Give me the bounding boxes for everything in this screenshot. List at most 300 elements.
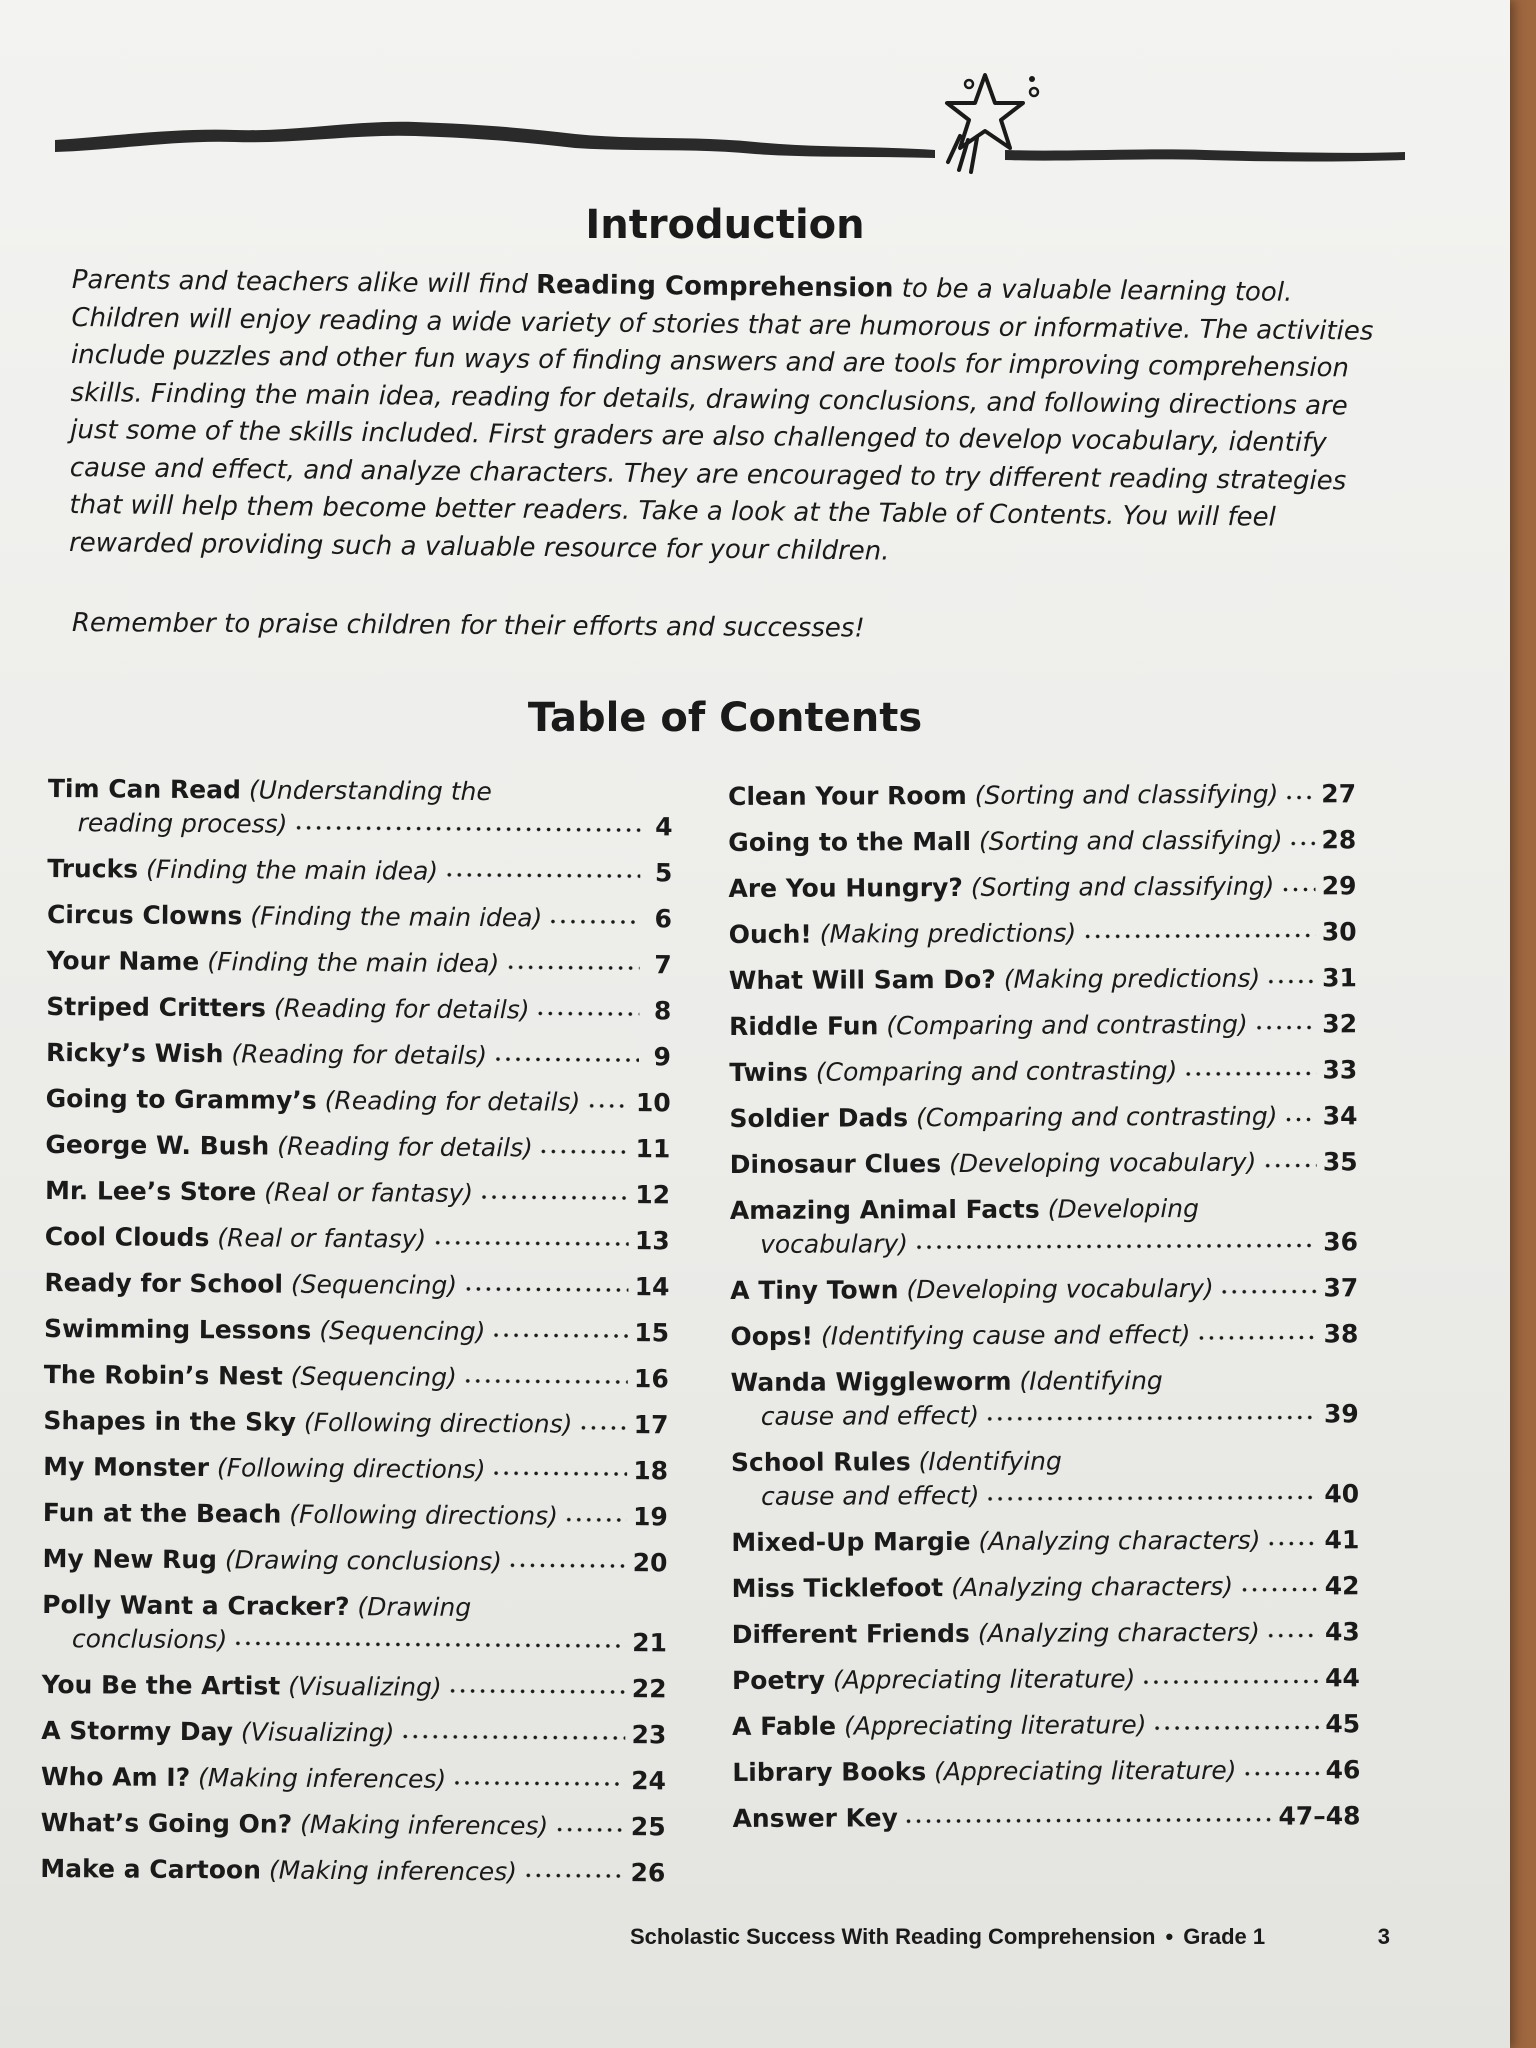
toc-dot-leader — [904, 1800, 1273, 1827]
toc-dot-leader — [1266, 1615, 1319, 1640]
toc-page-number: 30 — [1321, 917, 1357, 947]
toc-dot-leader — [1284, 777, 1315, 802]
toc-dot-leader — [1262, 1145, 1317, 1170]
toc-entry-title: Are You Hungry? — [728, 872, 963, 903]
toc-page-number: 16 — [633, 1364, 669, 1394]
toc-entry-line — [732, 1799, 1360, 1836]
toc-entry-title: Tim Can Read — [47, 773, 242, 805]
toc-entry-title: Miss Ticklefoot — [731, 1573, 944, 1603]
toc-entry-skill: (Following directions) — [303, 1407, 573, 1439]
toc-entry-line — [45, 1220, 670, 1258]
toc-page-number: 13 — [634, 1226, 670, 1256]
toc-entry-skill: (Comparing and contrasting) — [815, 1056, 1178, 1087]
toc-entry-line — [47, 944, 672, 982]
toc-entry-text — [732, 1616, 1260, 1652]
toc-entry-line — [732, 1661, 1360, 1698]
toc-entry-title: Going to the Mall — [728, 826, 972, 857]
toc-entry-skill: (Drawing — [357, 1592, 472, 1622]
toc-entry-skill: (Real or fantasy) — [217, 1223, 427, 1254]
toc-entry-line — [43, 1450, 668, 1488]
toc-entry-skill: (Identifying — [918, 1446, 1062, 1477]
toc-dot-leader — [586, 1086, 630, 1111]
toc-entry-title: Amazing Animal Facts — [729, 1194, 1040, 1225]
toc-dot-leader — [452, 1763, 625, 1789]
toc-entry-skill: (Following directions) — [216, 1453, 486, 1485]
toc-page-number: 21 — [632, 1628, 668, 1658]
toc-entry-title: Shapes in the Sky — [43, 1405, 297, 1437]
toc-entry-skill: (Making inferences) — [198, 1763, 447, 1794]
toc-dot-leader — [1152, 1707, 1319, 1733]
toc-entry-text — [728, 824, 1283, 860]
toc-page-number: 36 — [1323, 1227, 1359, 1257]
toc-dot-leader — [1196, 1317, 1317, 1343]
toc-entry-skill: (Reading for details) — [277, 1131, 533, 1163]
toc-entry — [47, 852, 672, 890]
toc-entry-text — [730, 1272, 1214, 1308]
toc-entry-line — [48, 806, 673, 844]
toc-entry-line — [728, 777, 1356, 814]
toc-entry-skill: (Appreciating literature) — [832, 1664, 1136, 1695]
toc-entry-skill: (Real or fantasy) — [264, 1177, 474, 1208]
toc-entry-text — [43, 1496, 558, 1534]
toc-dot-leader — [508, 1545, 627, 1571]
toc-dot-leader — [444, 855, 640, 881]
toc-entry — [731, 1523, 1359, 1560]
toc-entry-skill: (Developing — [1047, 1193, 1200, 1224]
toc-dot-leader — [548, 901, 640, 927]
toc-entry-title: Mr. Lee’s Store — [44, 1175, 257, 1207]
toc-dot-leader — [1266, 961, 1316, 986]
toc-entry-line — [40, 1852, 665, 1890]
toc-dot-leader — [1239, 1569, 1319, 1594]
toc-entry — [42, 1542, 667, 1580]
toc-entry-text — [41, 1806, 549, 1844]
toc-entry — [43, 1496, 668, 1534]
toc-entry-skill: (Following directions) — [289, 1499, 558, 1531]
toc-entry-text — [732, 1708, 1146, 1744]
toc-entry-skill: (Finding the main idea) — [145, 854, 439, 886]
toc-page-number: 45 — [1325, 1709, 1361, 1739]
toc-entry-skill: (Identifying cause and effect) — [820, 1319, 1191, 1351]
toc-page-number: 9 — [653, 1042, 672, 1072]
toc-dot-leader — [479, 1177, 629, 1203]
toc-page-number: 25 — [630, 1812, 666, 1842]
toc-entry-line — [730, 1271, 1358, 1308]
footer-separator: • — [1165, 1924, 1174, 1949]
toc-entry-skill: (Appreciating literature) — [843, 1710, 1147, 1741]
toc-entry-skill: (Making inferences) — [300, 1809, 549, 1841]
toc-entry — [45, 1128, 670, 1166]
toc-dot-leader — [400, 1716, 625, 1743]
toc-entry-skill: (Appreciating literature) — [934, 1755, 1237, 1787]
toc-entry-text — [44, 1266, 457, 1303]
toc-right-column — [728, 777, 1361, 1848]
toc-entry-skill: (Sequencing) — [290, 1361, 457, 1392]
toc-page-number: 35 — [1322, 1147, 1358, 1177]
toc-page-number: 40 — [1324, 1479, 1360, 1509]
toc-entry — [42, 1668, 667, 1706]
toc-entry-text — [730, 1146, 1257, 1182]
toc-entry-title: Dinosaur Clues — [729, 1149, 942, 1179]
toc-entry-text — [729, 1100, 1277, 1136]
toc-entry-title: Ricky’s Wish — [45, 1037, 224, 1069]
toc-entry-line — [731, 1443, 1359, 1480]
toc-dot-leader — [1266, 1523, 1318, 1548]
toc-entry — [41, 1714, 666, 1752]
toc-entry-text — [40, 1852, 517, 1889]
toc-entry-text — [731, 1364, 1163, 1400]
toc-entry-title: My Monster — [43, 1451, 210, 1483]
toc-entry-text — [728, 870, 1274, 906]
toc-entry-skill: (Visualizing) — [240, 1717, 395, 1748]
toc-entry-skill: (Analyzing characters) — [951, 1571, 1234, 1603]
toc-entry-title: Library Books — [732, 1757, 927, 1787]
toc-entry-skill-continued: cause and effect) — [760, 1400, 980, 1431]
toc-entry-text — [41, 1714, 394, 1750]
toc-entry-title: What Will Sam Do? — [728, 964, 996, 995]
toc-entry-title: Different Friends — [731, 1618, 970, 1649]
toc-entry-text — [46, 1036, 487, 1073]
toc-entry-line — [731, 1569, 1359, 1606]
toc-entry-title: Ready for School — [44, 1267, 284, 1299]
toc-entry-skill: (Comparing and contrasting) — [915, 1101, 1278, 1133]
toc-dot-leader — [539, 1131, 630, 1157]
toc-entry-skill: (Developing vocabulary) — [949, 1147, 1257, 1179]
toc-entry-text — [729, 1054, 1177, 1090]
toc-entry-line — [730, 1191, 1358, 1228]
toc-entry — [731, 1443, 1359, 1514]
toc-page-number: 44 — [1325, 1663, 1360, 1693]
toc-entry-text — [41, 1760, 446, 1797]
toc-dot-leader — [564, 1500, 627, 1525]
toc-entry-text — [46, 990, 529, 1027]
toc-entry-title: Answer Key — [732, 1803, 898, 1833]
toc-page-number: 33 — [1322, 1055, 1358, 1085]
toc-entry-line — [730, 1225, 1358, 1262]
toc-entry — [730, 1317, 1358, 1354]
toc-dot-leader — [1082, 915, 1316, 941]
toc-entry-text — [46, 1082, 581, 1120]
toc-entry — [46, 990, 671, 1028]
toc-entry-line — [41, 1714, 666, 1752]
toc-entry — [728, 869, 1356, 906]
toc-entry-title: My New Rug — [42, 1543, 218, 1575]
toc-dot-leader — [1280, 869, 1315, 894]
toc-entry-title: Going to Grammy’s — [45, 1083, 317, 1115]
toc-entry-line — [731, 1477, 1359, 1514]
toc-entry — [42, 1588, 667, 1660]
toc-entry-line — [44, 1312, 669, 1350]
toc-entry-line — [728, 869, 1356, 906]
toc-entry-title: Wanda Wiggleworm — [730, 1366, 1012, 1397]
toc-entry — [729, 1053, 1357, 1090]
toc-page-number: 11 — [635, 1134, 671, 1164]
toc-entry — [729, 1007, 1357, 1044]
toc-entry-skill: (Sequencing) — [290, 1269, 458, 1300]
toc-page-number: 42 — [1324, 1571, 1360, 1601]
toc-entry-title: Twins — [729, 1057, 808, 1087]
toc-entry-skill: (Finding the main idea) — [207, 947, 500, 979]
toc-dot-leader — [1254, 1007, 1317, 1032]
toc-entry-title: Make a Cartoon — [40, 1853, 262, 1885]
toc-entry — [731, 1363, 1359, 1434]
toc-entry-title: Riddle Fun — [729, 1011, 879, 1041]
toc-page-number: 46 — [1325, 1755, 1361, 1785]
toc-entry-line — [730, 1145, 1358, 1182]
toc-entry-line — [46, 1036, 671, 1074]
toc-entry-line — [729, 915, 1357, 952]
toc-entry-line — [729, 1007, 1357, 1044]
toc-page-number: 4 — [655, 812, 673, 842]
toc-entry-text — [728, 778, 1278, 814]
toc-entry-line — [44, 1358, 669, 1396]
toc-dot-leader — [1220, 1271, 1318, 1296]
toc-entry-text — [45, 1128, 533, 1165]
toc-entry-skill-continued: conclusions) — [71, 1624, 228, 1655]
toc-page-number: 27 — [1321, 779, 1357, 809]
toc-entry-skill: (Visualizing) — [288, 1671, 442, 1702]
toc-entry — [41, 1760, 666, 1798]
toc-dot-leader — [432, 1223, 629, 1249]
toc-page-number: 32 — [1322, 1009, 1358, 1039]
torn-line-star-decoration — [55, 70, 1405, 180]
toc-entry-text — [43, 1404, 572, 1442]
toc-entry-line — [731, 1363, 1359, 1400]
toc-entry-text — [42, 1542, 502, 1579]
toc-entry-skill: (Comparing and contrasting) — [886, 1009, 1248, 1041]
toc-entry-title: Circus Clowns — [46, 899, 243, 931]
toc-entry-text — [42, 1668, 442, 1705]
toc-dot-leader — [523, 1855, 625, 1881]
toc-entry-line — [730, 1317, 1358, 1354]
toc-entry-line — [42, 1588, 667, 1626]
toc-entry-title: Ouch! — [728, 919, 812, 949]
toc-entry — [732, 1799, 1360, 1836]
toc-entry-title: Fun at the Beach — [42, 1497, 282, 1529]
toc-entry-title: School Rules — [730, 1447, 911, 1477]
toc-entry-line — [42, 1542, 667, 1580]
toc-entry-skill: (Analyzing characters) — [978, 1525, 1261, 1556]
toc-entry — [47, 944, 672, 982]
toc-dot-leader — [536, 993, 640, 1019]
toc-entry-skill: (Developing vocabulary) — [906, 1273, 1214, 1305]
toc-page-number: 19 — [632, 1502, 668, 1532]
toc-entry-title: Striped Critters — [46, 991, 267, 1023]
introduction-paragraph — [69, 262, 1387, 576]
toc-entry-skill-continued: reading process) — [77, 808, 288, 839]
toc-entry-line — [729, 1099, 1357, 1136]
toc-page-number: 23 — [631, 1720, 667, 1750]
toc-entry-text — [45, 1220, 427, 1257]
toc-entry-line — [41, 1806, 666, 1844]
toc-entry-line — [43, 1496, 668, 1534]
toc-page-number: 24 — [631, 1766, 667, 1796]
toc-entry-skill: (Making predictions) — [819, 918, 1077, 949]
toc-entry-skill: (Making inferences) — [268, 1855, 518, 1887]
introduction-title: Introduction — [585, 202, 865, 248]
footer-page-number: 3 — [1377, 1924, 1390, 1949]
toc-entry-skill: (Sorting and classifying) — [970, 871, 1275, 902]
toc-entry-line — [47, 852, 672, 890]
toc-entry — [44, 1358, 669, 1396]
toc-entry-skill: (Identifying — [1019, 1366, 1163, 1396]
toc-entry-skill: (Understanding the — [248, 775, 492, 807]
toc-entry-title: Cool Clouds — [44, 1221, 210, 1253]
toc-entry-skill: (Reading for details) — [324, 1085, 581, 1117]
toc-entry-text — [729, 916, 1077, 952]
toc-entry-text — [732, 1662, 1136, 1698]
page-footer — [630, 1924, 1390, 1950]
toc-entry-text — [43, 1450, 486, 1487]
toc-entry-title: A Tiny Town — [730, 1275, 899, 1305]
toc-entry — [728, 823, 1356, 860]
toc-entry-line — [731, 1397, 1359, 1434]
toc-dot-leader — [1242, 1753, 1319, 1778]
toc-entry-line — [732, 1753, 1360, 1790]
toc-entry-skill: (Making predictions) — [1003, 963, 1261, 994]
toc-entry-title: The Robin’s Nest — [43, 1359, 283, 1391]
toc-entry-line — [45, 1174, 670, 1212]
toc-page-number: 7 — [654, 950, 672, 980]
toc-entry — [44, 1312, 669, 1350]
toc-entry-title: You Be the Artist — [41, 1669, 281, 1701]
toc-dot-leader — [554, 1810, 625, 1835]
toc-entry-title: What’s Going On? — [40, 1807, 293, 1839]
toc-entry-skill-continued: vocabulary) — [759, 1229, 909, 1259]
toc-page-number: 12 — [635, 1180, 671, 1210]
toc-dot-leader — [985, 1397, 1318, 1423]
toc-page-number: 43 — [1324, 1617, 1360, 1647]
toc-entry — [730, 1271, 1358, 1308]
toc-dot-leader — [293, 808, 640, 835]
toc-entry-line — [732, 1707, 1360, 1744]
toc-entry-skill-continued: cause and effect) — [761, 1480, 980, 1511]
toc-dot-leader — [1141, 1661, 1319, 1687]
toc-entry-text — [44, 1358, 457, 1395]
toc-entry-text — [732, 1801, 897, 1836]
toc-entry — [40, 1852, 665, 1890]
toc-entry-line — [47, 898, 672, 936]
toc-left-column — [40, 772, 673, 1902]
toc-entry-line — [729, 1053, 1357, 1090]
toc-entry-title: Swimming Lessons — [44, 1313, 312, 1345]
toc-entry-text — [729, 1008, 1248, 1044]
toc-page-number: 38 — [1323, 1319, 1359, 1349]
toc-entry-title: Mixed-Up Margie — [731, 1526, 971, 1557]
toc-dot-leader — [578, 1408, 627, 1433]
toc-entry — [44, 1266, 669, 1304]
toc-dot-leader — [233, 1623, 626, 1651]
intro-text-start: Parents and teachers alike will find — [71, 264, 528, 300]
toc-entry-skill: (Finding the main idea) — [250, 901, 543, 933]
toc-entry-line — [43, 1404, 668, 1442]
toc-entry-line — [731, 1523, 1359, 1560]
toc-entry-skill: (Sorting and classifying) — [978, 825, 1283, 856]
toc-dot-leader — [1283, 1099, 1316, 1124]
toc-page-number: 17 — [633, 1410, 669, 1440]
toc-entry-line — [46, 990, 671, 1028]
toc-page-number: 37 — [1323, 1273, 1359, 1303]
toc-entry-text — [731, 1524, 1260, 1560]
praise-note: Remember to praise children for their efforts and successes! — [71, 608, 865, 644]
toc-entry-line — [42, 1668, 667, 1706]
toc-page-number: 29 — [1321, 871, 1357, 901]
toc-dot-leader — [505, 947, 640, 973]
toc-dot-leader — [491, 1315, 628, 1341]
toc-entry — [732, 1615, 1360, 1652]
toc-entry — [48, 772, 673, 844]
toc-entry-text — [732, 1754, 1236, 1790]
toc-dot-leader — [914, 1225, 1317, 1252]
toc-entry-line — [44, 1266, 669, 1304]
toc-entry — [729, 961, 1357, 998]
toc-entry-title: George W. Bush — [45, 1129, 270, 1161]
toc-entry-skill: (Drawing conclusions) — [224, 1545, 503, 1577]
toc-entry-title: Oops! — [730, 1321, 814, 1351]
toc-entry-text — [47, 944, 500, 981]
toc-page-number: 8 — [653, 996, 672, 1026]
toc-dot-leader — [1289, 823, 1316, 848]
toc-entry-text — [48, 772, 492, 809]
toc-entry — [729, 1099, 1357, 1136]
toc-page-number: 5 — [654, 858, 673, 888]
toc-entry-title: A Stormy Day — [41, 1715, 234, 1747]
toc-entry-line — [728, 823, 1356, 860]
toc-entry-skill: (Sequencing) — [319, 1315, 486, 1347]
toc-entry-line — [42, 1622, 667, 1660]
toc-dot-leader — [985, 1477, 1318, 1503]
toc-entry — [732, 1707, 1360, 1744]
toc-entry-text — [730, 1318, 1190, 1354]
toc-page-number: 41 — [1324, 1525, 1360, 1555]
toc-page-number: 20 — [632, 1548, 668, 1578]
toc-entry-title: Polly Want a Cracker? — [42, 1589, 350, 1622]
intro-text-rest: to be a valuable learning tool. Children will enjoy reading a wide variety of stories that are humorous or informative. The activities include puzzles and other fun ways of finding answers and are tools for improving comprehension skills. Finding the main idea, reading for details, drawing conclusions, and following directions are just some of the skills included. First graders are also challenged to develop vocabulary, identify cause and effect, and analyze characters. They are encouraged to try different reading strategies that will help them become better readers. Take a look at the Table of Contents. You will feel rewarded providing such a valuable resource for your children. — [68, 273, 1374, 567]
footer-grade: Grade 1 — [1183, 1924, 1266, 1949]
toc-dot-leader — [463, 1361, 628, 1387]
toc-entry-skill: (Analyzing characters) — [977, 1617, 1260, 1648]
toc-entry-text — [731, 1570, 1233, 1606]
footer-book-title: Scholastic Success With Reading Comprehension — [630, 1924, 1156, 1949]
toc-dot-leader — [493, 1039, 639, 1065]
toc-title: Table of Contents — [527, 695, 923, 741]
toc-entry — [47, 898, 672, 936]
toc-entry-title: Poetry — [731, 1665, 826, 1695]
toc-entry — [46, 1082, 671, 1120]
toc-page-number: 10 — [635, 1088, 671, 1118]
toc-entry-line — [46, 1082, 671, 1120]
toc-page-number: 26 — [630, 1858, 666, 1888]
toc-entry — [43, 1450, 668, 1488]
toc-entry-text — [731, 1445, 1062, 1480]
toc-entry — [43, 1404, 668, 1442]
toc-entry-title: A Fable — [732, 1711, 837, 1741]
toc-entry-text — [47, 852, 438, 889]
toc-dot-leader — [463, 1269, 629, 1295]
toc-page-number: 15 — [634, 1318, 670, 1348]
toc-entry-text — [729, 962, 1261, 998]
toc-entry-line — [41, 1760, 666, 1798]
toc-entry-title: Who Am I? — [40, 1761, 191, 1793]
toc-entry — [730, 1191, 1358, 1262]
toc-entry-line — [45, 1128, 670, 1166]
toc-entry — [729, 915, 1357, 952]
toc-entry-line — [48, 772, 673, 810]
toc-page-number: 34 — [1322, 1101, 1358, 1131]
toc-page-number: 31 — [1322, 963, 1357, 993]
toc-entry-text — [42, 1588, 471, 1625]
toc-dot-leader — [491, 1453, 627, 1479]
